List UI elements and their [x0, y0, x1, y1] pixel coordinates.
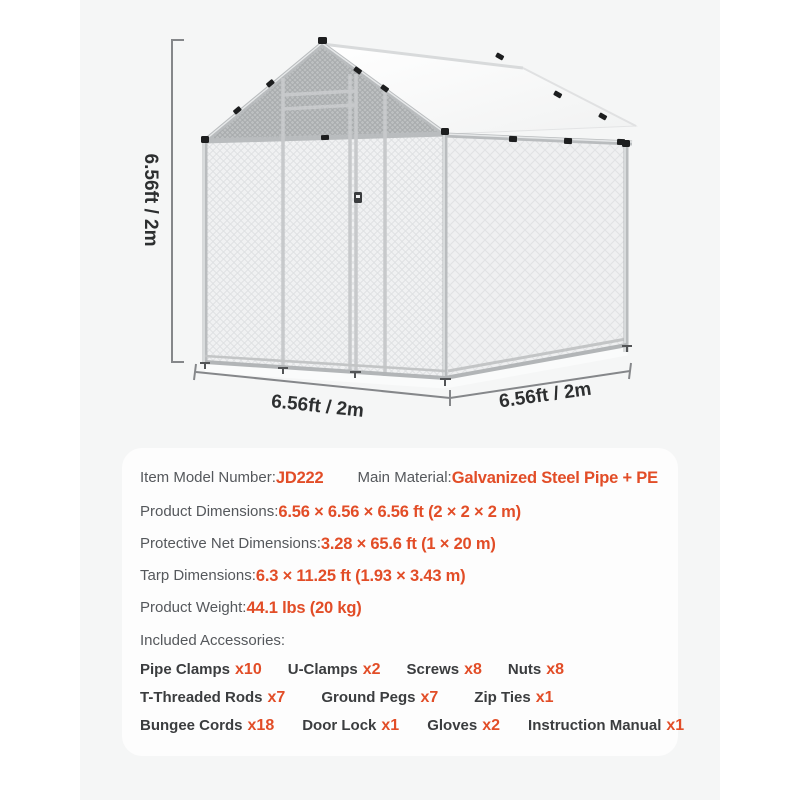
height-dimension-label: 6.56ft / 2m	[139, 153, 161, 247]
accessory-nuts	[508, 658, 564, 682]
spec-row-tarp-dimensions	[140, 564, 668, 588]
tarp-dimensions-label: Tarp Dimensions:	[140, 567, 256, 584]
weight-value: 44.1 lbs (20 kg)	[246, 599, 362, 617]
accessories-row-1	[140, 658, 668, 682]
accessory-count: x1	[535, 689, 554, 706]
accessories-title	[140, 629, 668, 653]
accessory-gloves	[427, 714, 500, 738]
accessory-name: T-Threaded Rods	[140, 689, 263, 706]
door-lock	[354, 192, 362, 203]
right-wall-mesh	[445, 137, 627, 378]
spec-panel	[122, 448, 685, 756]
spec-row-model	[140, 466, 668, 490]
spec-row-product-dimensions	[140, 500, 668, 524]
spec-row-net-dimensions	[140, 532, 668, 556]
accessory-u-clamps	[288, 658, 381, 682]
accessory-count: x2	[362, 661, 381, 678]
material-value: Galvanized Steel Pipe + PE	[451, 469, 658, 487]
accessory-name: Screws	[406, 661, 460, 678]
accessory-count: x8	[546, 661, 565, 678]
accessory-name: Nuts	[507, 661, 542, 678]
product-dimensions-value: 6.56 × 6.56 × 6.56 ft (2 × 2 × 2 m)	[278, 503, 521, 521]
accessories-row-3	[140, 714, 685, 738]
accessory-zip-ties	[474, 686, 553, 710]
accessory-name: Gloves	[427, 717, 478, 734]
model-value: JD222	[275, 469, 324, 487]
accessory-bungee-cords	[140, 714, 274, 738]
accessories-title-text: Included Accessories:	[140, 632, 286, 649]
accessory-name: Zip Ties	[474, 689, 531, 706]
accessory-count: x7	[267, 689, 286, 706]
accessory-ground-pegs	[321, 686, 438, 710]
accessory-count: x10	[235, 661, 262, 678]
accessory-screws	[407, 658, 482, 682]
front-wall-mesh	[205, 134, 445, 378]
accessory-count: x1	[666, 717, 685, 734]
accessory-door-lock	[302, 714, 399, 738]
product-photo-area	[80, 0, 720, 800]
accessory-name: Bungee Cords	[140, 717, 243, 734]
accessory-name: U-Clamps	[287, 661, 358, 678]
accessory-count: x2	[482, 717, 501, 734]
accessory-name: Instruction Manual	[528, 717, 662, 734]
accessory-pipe-clamps	[140, 658, 262, 682]
accessory-count: x8	[464, 661, 482, 678]
accessory-t-threaded-rods	[140, 686, 285, 710]
chicken-run-cage-illustration	[80, 0, 720, 440]
accessory-count: x1	[381, 717, 400, 734]
accessory-name: Ground Pegs	[321, 689, 416, 706]
net-dimensions-value: 3.28 × 65.6 ft (1 × 20 m)	[320, 535, 496, 553]
width-dimension-label: 6.56ft / 2m	[497, 378, 593, 413]
accessory-count: x7	[420, 689, 439, 706]
accessory-name: Pipe Clamps	[140, 661, 231, 678]
material-label: Main Material:	[357, 469, 452, 486]
accessory-name: Door Lock	[302, 717, 377, 734]
product-dimensions-label: Product Dimensions:	[140, 503, 279, 520]
net-dimensions-label: Protective Net Dimensions:	[140, 535, 321, 552]
model-label: Item Model Number:	[140, 469, 276, 486]
tarp-dimensions-value: 6.3 × 11.25 ft (1.93 × 3.43 m)	[255, 567, 466, 585]
accessories-row-2	[140, 686, 668, 710]
accessory-count: x18	[247, 717, 275, 734]
depth-dimension-label: 6.56ft / 2m	[270, 391, 365, 422]
accessory-instruction-manual	[528, 714, 684, 738]
weight-label: Product Weight:	[140, 599, 247, 616]
height-dimension	[140, 40, 184, 362]
spec-row-weight	[140, 596, 668, 620]
